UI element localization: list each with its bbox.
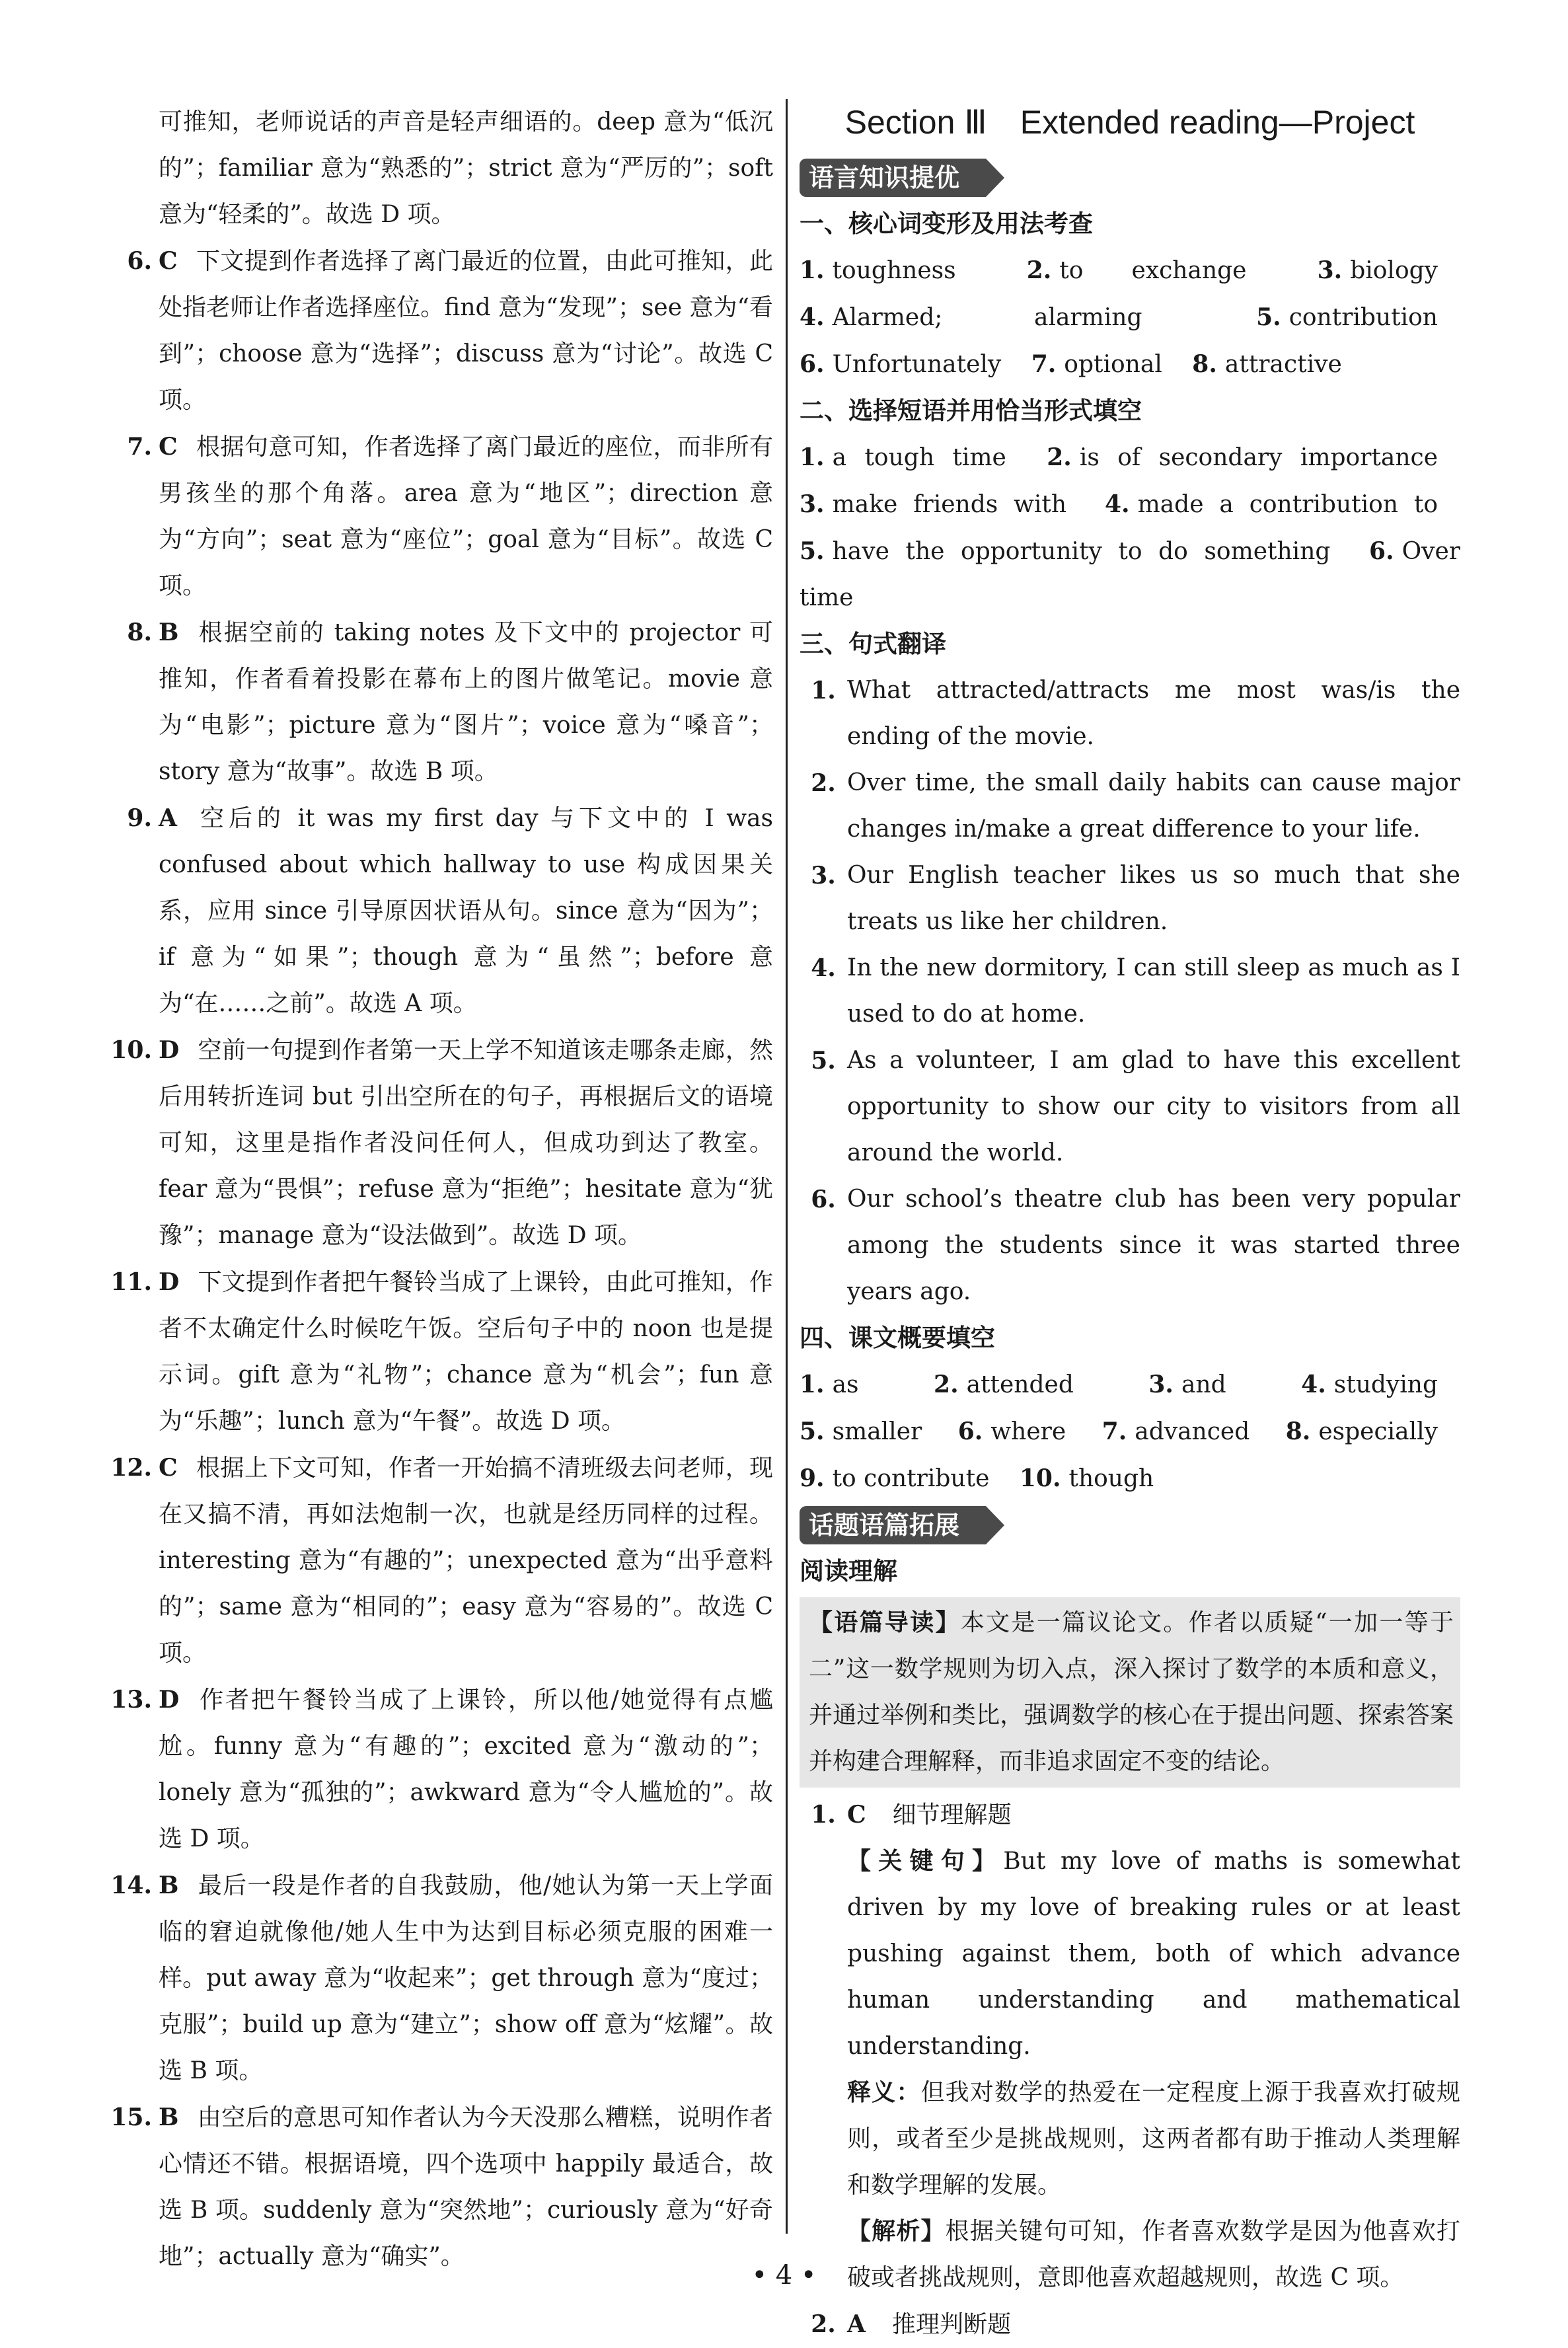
item-answer: C: [159, 433, 178, 461]
question-answer: A: [847, 2310, 866, 2338]
answer-value: Over time: [800, 538, 1460, 611]
translation-number: 6.: [811, 1186, 836, 1213]
item-answer: A: [159, 804, 177, 832]
answer-number: 1.: [800, 443, 825, 471]
item-explanation: 根据句意可知，作者选择了离门最近的座位，而非所有男孩坐的那个角落。area 意为“地区”；direction 意为“方向”；seat 意为“座位”；goal 意为“目标”。故选 C 项。: [159, 434, 773, 599]
answer-value: as: [832, 1371, 859, 1398]
answer-value: Alarmed; alarming: [832, 304, 1142, 331]
paraphrase-label: 释义：: [847, 2079, 921, 2106]
item-explanation: 根据上下文可知，作者一开始搞不清班级去问老师，现在又搞不清，再如法炮制一次，也就是经历同样的过程。interesting 意为“有趣的”；unexpected 意为“出乎意料的”；same 意为“相同的”；easy 意为“容易的”。故选 C 项。: [159, 1455, 773, 1667]
part1-answers: [800, 247, 1460, 388]
item-number: 9.: [127, 804, 152, 832]
subheading-4: 四、课文概要填空: [800, 1324, 995, 1352]
item-explanation: 作者把午餐铃当成了上课铃，所以他/她觉得有点尴尬。funny 意为“有趣的”；excited 意为“激动的”；lonely 意为“孤独的”；awkward 意为“令人尴尬的”。故选 D 项。: [159, 1686, 773, 1852]
analysis-label: 【解析】: [847, 2218, 946, 2245]
translation-item: [800, 945, 1460, 1038]
answer-value: a tough time: [832, 444, 1006, 471]
item-answer: D: [159, 1686, 180, 1714]
item-number: 8.: [127, 619, 152, 646]
banner-label: 话题语篇拓展: [800, 1506, 986, 1544]
banner-label: 语言知识提优: [800, 159, 986, 197]
paraphrase: [800, 2070, 1460, 2209]
analysis-text: 根据关键句可知，作者喜欢数学是因为他喜欢打破或者挑战规则，意即他喜欢超越规则，故选 C 项。: [847, 2218, 1460, 2291]
question-type: 细节理解题: [892, 1801, 1012, 1829]
translation-item: [800, 1176, 1460, 1315]
translation-item: [800, 852, 1460, 945]
answer-number: 6.: [957, 1418, 983, 1445]
answer-item: [110, 1677, 773, 1862]
question-type: 推理判断题: [891, 2311, 1011, 2338]
answer-item: [127, 795, 773, 1027]
part4-answers: [800, 1361, 1460, 1502]
page-number: • 4 •: [751, 2260, 817, 2291]
item-explanation: 空后的 it was my first day 与下文中的 I was confused about which hallway to use 构成因果关系，应用 since 引导原因状语从句。since 意为“因为”；if 意为“如果”；though 意为“虽然”；before 意为“在……之前”。故选 A 项。: [159, 805, 773, 1017]
item-answer: B: [159, 2103, 179, 2131]
answer-value: Unfortunately: [832, 351, 1002, 378]
subheading-2: 二、选择短语并用恰当形式填空: [800, 397, 1142, 425]
item-explanation: 由空后的意思可知作者认为今天没那么糟糕，说明作者心情还不错。根据语境，四个选项中 happily 最适合，故选 B 项。suddenly 意为“突然地”；curiously 意为“好奇地”；actually 意为“确实”。: [159, 2104, 773, 2270]
translation-text: In the new dormitory, I can still sleep as much as I used to do at home.: [847, 954, 1460, 1028]
answer-item: [110, 2094, 773, 2280]
answer-number: 8.: [1192, 350, 1217, 378]
answer-number: 5.: [1256, 303, 1281, 331]
item-number: 6.: [127, 247, 152, 275]
answer-number: 7.: [1101, 1418, 1127, 1445]
answer-number: 3.: [1317, 256, 1343, 284]
question-2: [800, 2301, 1460, 2348]
item-answer: C: [159, 1454, 178, 1482]
item-explanation: 下文提到作者把午餐铃当成了上课铃，由此可推知，作者不太确定什么时候吃午饭。空后句子中的 noon 也是提示词。gift 意为“礼物”；chance 意为“机会”；fun 意为“乐趣”；lunch 意为“午餐”。故选 D 项。: [159, 1269, 773, 1435]
answer-value: though: [1068, 1465, 1154, 1492]
answer-value: optional: [1064, 351, 1162, 378]
passage-guide: [800, 1597, 1460, 1788]
left-column: [110, 99, 773, 2280]
answer-number: 3.: [800, 490, 825, 518]
answer-number: 6.: [1369, 537, 1394, 565]
answer-value: attractive: [1224, 351, 1342, 378]
intro-paragraph: [159, 99, 773, 238]
translation-item: [800, 667, 1460, 760]
item-answer: C: [159, 247, 178, 275]
item-number: 11.: [110, 1268, 152, 1296]
answer-value: make friends with: [832, 491, 1067, 518]
item-body: [159, 795, 773, 1027]
key-sentence: [800, 1838, 1460, 2070]
answer-value: and: [1181, 1371, 1226, 1398]
translation-text: Over time, the small daily habits can cause major changes in/make a great difference to your life.: [847, 769, 1460, 843]
answer-item: [127, 424, 773, 609]
translation-text: What attracted/attracts me most was/is the ending of the movie.: [847, 677, 1460, 750]
translation-number: 5.: [811, 1047, 836, 1075]
item-explanation: 最后一段是作者的自我鼓励，他/她认为第一天上学面临的窘迫就像他/她人生中为达到目标必须克服的困难一样。put away 意为“收起来”；get through 意为“度过；克服”；build up 意为“建立”；show off 意为“炫耀”。故选 B 项。: [159, 1872, 773, 2084]
answer-number: 4.: [1301, 1371, 1326, 1398]
item-answer: B: [159, 1872, 179, 1899]
translation-text: As a volunteer, I am glad to have this excellent opportunity to show our city to visitors from all around the world.: [847, 1047, 1460, 1166]
answer-number: 5.: [800, 1418, 825, 1445]
part3-translations: [800, 667, 1460, 1315]
translation-text: Our school’s theatre club has been very popular among the students since it was started three years ago.: [847, 1186, 1460, 1305]
item-body: [159, 424, 773, 609]
answer-number: 4.: [800, 303, 825, 331]
answer-item: [127, 609, 773, 795]
answer-value: toughness: [832, 257, 956, 284]
answer-list: [110, 238, 773, 2280]
answer-number: 1.: [800, 256, 825, 284]
answer-number: 2.: [934, 1371, 959, 1398]
item-explanation: 根据空前的 taking notes 及下文中的 projector 可推知，作者看着投影在幕布上的图片做笔记。movie 意为“电影”；picture 意为“图片”；voice 意为“嗓音”；story 意为“故事”。故选 B 项。: [159, 619, 773, 785]
banner-language: [800, 155, 1460, 201]
item-body: [159, 238, 773, 424]
answer-value: biology: [1350, 257, 1438, 284]
answer-number: 10.: [1019, 1464, 1061, 1492]
subheading-1: 一、核心词变形及用法考查: [800, 209, 1093, 238]
item-explanation: 下文提到作者选择了离门最近的位置，由此可推知，此处指老师让作者选择座位。find 意为“发现”；see 意为“看到”；choose 意为“选择”；discuss 意为“讨论”。故选 C 项。: [159, 248, 773, 414]
translation-number: 3.: [811, 862, 836, 890]
answer-value: contribution: [1288, 304, 1438, 331]
right-column: [800, 99, 1460, 2348]
item-answer: B: [159, 619, 179, 646]
answer-value: where: [990, 1418, 1066, 1445]
section-title: Section Ⅲ Extended reading—Project: [844, 104, 1415, 141]
answer-number: 6.: [800, 350, 825, 378]
answer-item: [110, 1027, 773, 1259]
answer-value: to contribute: [832, 1465, 990, 1492]
item-answer: D: [159, 1268, 180, 1296]
reading-label: 阅读理解: [800, 1557, 897, 1585]
translation-number: 2.: [811, 769, 836, 797]
key-text: But my love of maths is somewhat driven by my love of breaking rules or at least pushing against them, both of which advance human understanding and mathematical understanding.: [847, 1848, 1460, 2060]
item-body: [159, 609, 773, 795]
answer-value: is of secondary importance: [1079, 444, 1438, 471]
translation-text: Our English teacher likes us so much that she treats us like her children.: [847, 862, 1460, 935]
answer-value: attended: [966, 1371, 1074, 1398]
answer-number: 9.: [800, 1464, 825, 1492]
item-body: [159, 2094, 773, 2280]
item-number: 7.: [127, 433, 152, 461]
item-number: 14.: [110, 1872, 152, 1899]
answer-item: [110, 1445, 773, 1677]
answer-item: [110, 1862, 773, 2094]
question-number: 2.: [811, 2310, 836, 2338]
item-body: [159, 1677, 773, 1862]
answer-value: studying: [1333, 1371, 1438, 1398]
answer-number: 5.: [800, 537, 825, 565]
item-explanation: 空前一句提到作者第一天上学不知道该走哪条走廊，然后用转折连词 but 引出空所在的句子，再根据后文的语境可知，这里是指作者没问任何人，但成功到达了教室。fear 意为“畏惧”；refuse 意为“拒绝”；hesitate 意为“犹豫”；manage 意为“设法做到”。故选 D 项。: [159, 1037, 773, 1249]
item-number: 13.: [110, 1686, 152, 1714]
subheading-3: 三、句式翻译: [800, 630, 946, 658]
answer-number: 7.: [1031, 350, 1057, 378]
part2-answers: [800, 434, 1460, 621]
column-divider: [786, 99, 788, 2234]
answer-number: 2.: [1047, 443, 1072, 471]
intro-text: 可推知，老师说话的声音是轻声细语的。deep 意为“低沉的”；familiar 意为“熟悉的”；strict 意为“严厉的”；soft 意为“轻柔的”。故选 D 项。: [159, 108, 773, 228]
translation-item: [800, 1038, 1460, 1176]
guide-label: 【语篇导读】: [809, 1609, 961, 1636]
item-body: [159, 1259, 773, 1445]
question-answer: C: [847, 1801, 866, 1829]
translation-item: [800, 760, 1460, 852]
question-1: [800, 1792, 1460, 2301]
translation-number: 1.: [811, 677, 836, 704]
answer-value: have the opportunity to do something: [832, 538, 1331, 565]
paraphrase-text: 但我对数学的热爱在一定程度上源于我喜欢打破规则，或者至少是挑战规则，这两者都有助于推动人类理解和数学理解的发展。: [847, 2079, 1460, 2199]
answer-value: especially: [1318, 1418, 1438, 1445]
answer-number: 8.: [1285, 1418, 1311, 1445]
guide-text: 本文是一篇议论文。作者以质疑“一加一等于二”这一数学规则为切入点，深入探讨了数学的本质和意义，并通过举例和类比，强调数学的核心在于提出问题、探索答案并构建合理解释，而非追求固定不变的结论。: [809, 1609, 1454, 1775]
key-label: 【关键句】: [847, 1848, 1004, 1875]
answer-item: [110, 1259, 773, 1445]
answer-value: advanced: [1135, 1418, 1250, 1445]
answer-value: made a contribution to: [1137, 491, 1438, 518]
answer-number: 3.: [1148, 1371, 1174, 1398]
item-number: 15.: [110, 2103, 152, 2131]
answer-number: 1.: [800, 1371, 825, 1398]
answer-number: 4.: [1104, 490, 1130, 518]
item-answer: D: [159, 1036, 180, 1064]
item-number: 12.: [110, 1454, 152, 1482]
answer-value: smaller: [832, 1418, 922, 1445]
item-body: [159, 1445, 773, 1677]
answer-value: to exchange: [1059, 257, 1247, 284]
item-body: [159, 1027, 773, 1259]
item-body: [159, 1862, 773, 2094]
question-number: 1.: [811, 1801, 836, 1829]
answer-item: [127, 238, 773, 424]
banner-topic: [800, 1502, 1460, 1548]
answer-number: 2.: [1026, 256, 1052, 284]
translation-number: 4.: [811, 954, 836, 982]
item-number: 10.: [110, 1036, 152, 1064]
